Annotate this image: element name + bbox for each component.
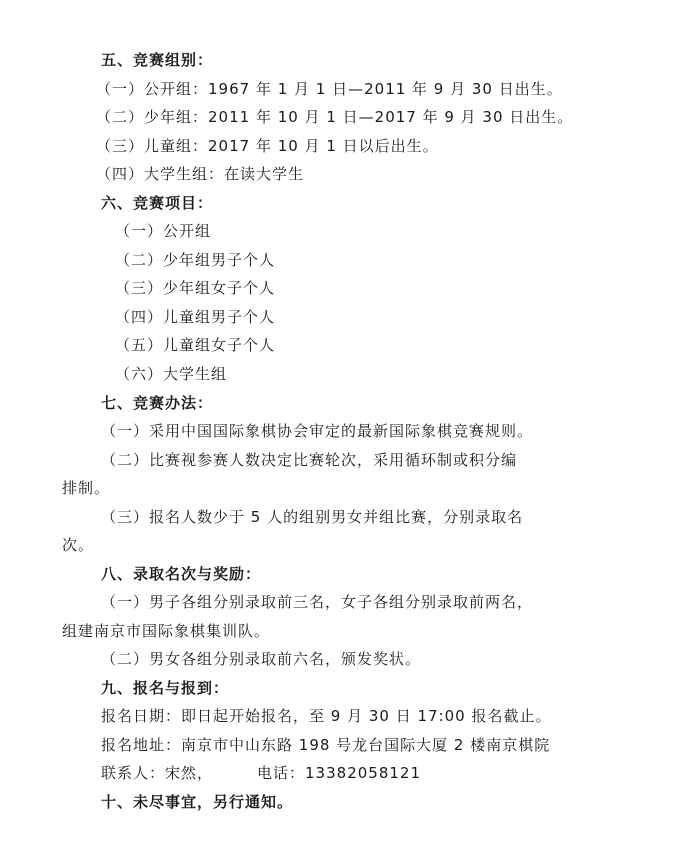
paragraph: （一）男子各组分别录取前三名，女子各组分别录取前两名， <box>101 593 534 611</box>
contact-line <box>101 763 421 783</box>
list-item: （三）儿童组：2017 年 10 月 1 日以后出生。 <box>96 137 439 155</box>
paragraph-continuation: 排制。 <box>62 479 111 497</box>
list-item: （一）公开组 <box>115 222 212 240</box>
section-7-heading: 七、竞赛办法： <box>101 394 214 412</box>
list-item: （二）少年组：2011 年 10 月 1 日—2017 年 9 月 30 日出生。 <box>96 108 574 126</box>
paragraph: （二）男女各组分别录取前六名，颁发奖状。 <box>101 650 422 668</box>
section-9-heading: 九、报名与报到： <box>101 679 230 697</box>
list-item: （五）儿童组女子个人 <box>115 336 276 354</box>
paragraph-continuation: 次。 <box>62 536 95 554</box>
list-item: （四）大学生组：在读大学生 <box>96 165 305 183</box>
paragraph: （三）报名人数少于 5 人的组别男女并组比赛，分别录取名 <box>101 508 524 526</box>
section-10-heading: 十、未尽事宜，另行通知。 <box>101 793 294 811</box>
paragraph-continuation: 组建南京市国际象棋集训队。 <box>62 622 271 640</box>
list-item: （四）儿童组男子个人 <box>115 308 276 326</box>
section-6-heading: 六、竞赛项目： <box>101 194 214 212</box>
paragraph: （一）采用中国国际象棋协会审定的最新国际象棋竞赛规则。 <box>101 422 534 440</box>
list-item: （二）少年组男子个人 <box>115 251 276 269</box>
contact-person: 联系人：宋然， <box>101 764 214 782</box>
list-item: （一）公开组：1967 年 1 月 1 日—2011 年 9 月 30 日出生。 <box>96 80 563 98</box>
contact-phone: 电话：13382058121 <box>257 764 421 782</box>
registration-address: 报名地址：南京市中山东路 198 号龙台国际大厦 2 楼南京棋院 <box>101 736 551 754</box>
registration-date: 报名日期：即日起开始报名，至 9 月 30 日 17:00 报名截止。 <box>101 707 552 725</box>
section-5-heading: 五、竞赛组别： <box>101 51 214 69</box>
list-item: （六）大学生组 <box>115 365 228 383</box>
list-item: （三）少年组女子个人 <box>115 279 276 297</box>
section-8-heading: 八、录取名次与奖励： <box>101 565 262 583</box>
paragraph: （二）比赛视参赛人数决定比赛轮次，采用循环制或积分编 <box>101 451 518 469</box>
